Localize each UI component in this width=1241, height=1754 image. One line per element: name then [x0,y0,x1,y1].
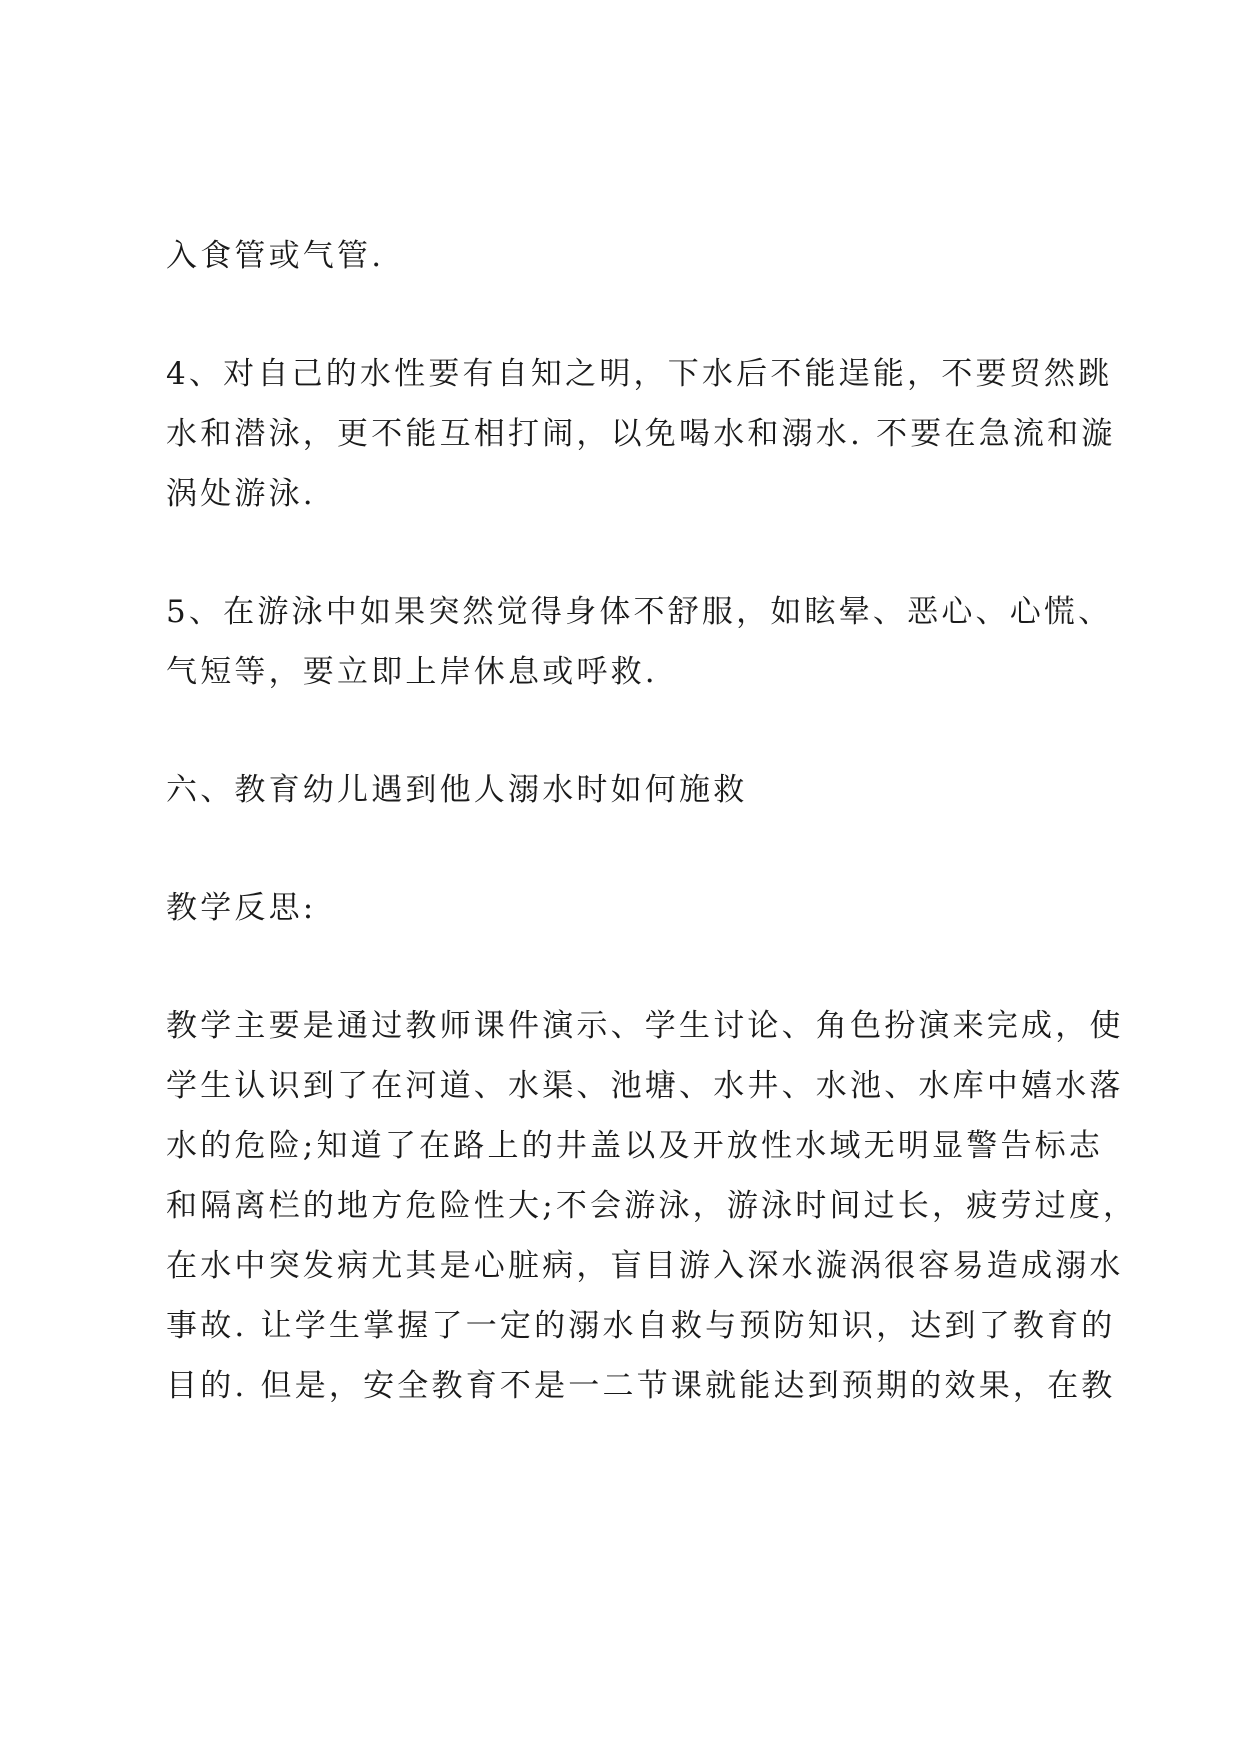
document-body [166,226,1138,1474]
text-line: 在水中突发病尤其是心脏病，盲目游入深水漩涡很容易造成溺水 [166,1248,1124,1284]
section-heading-six [166,760,1096,820]
text-line: 4、对自己的水性要有自知之明，下水后不能逞能，不要贸然跳 [166,356,1113,392]
text-line: 六、教育幼儿遇到他人溺水时如何施救 [166,772,748,808]
text-line: 目的. 但是，安全教育不是一二节课就能达到预期的效果，在教 [166,1368,1116,1404]
text-line: 和隔离栏的地方危险性大;不会游泳，游泳时间过长，疲劳过度， [166,1188,1138,1224]
text-line: 入食管或气管. [166,238,385,274]
paragraph-item-5 [166,582,1113,702]
text-line: 水的危险;知道了在路上的井盖以及开放性水域无明显警告标志 [166,1128,1104,1164]
text-line: 水和潜泳，更不能互相打闹，以免喝水和溺水. 不要在急流和漩 [166,416,1116,452]
text-line: 学生认识到了在河道、水渠、池塘、水井、水池、水库中嬉水落 [166,1068,1124,1104]
text-line: 5、在游泳中如果突然觉得身体不舒服，如眩晕、恶心、心慌、 [166,594,1113,630]
reflection-heading [166,878,1096,938]
text-line: 事故. 让学生掌握了一定的溺水自救与预防知识，达到了教育的 [166,1308,1116,1344]
paragraph-continuation [166,226,1096,286]
text-line: 气短等，要立即上岸休息或呼救. [166,654,658,690]
text-line: 教学反思: [166,890,317,926]
reflection-body [166,996,1138,1416]
paragraph-item-4 [166,344,1116,524]
text-line: 涡处游泳. [166,476,316,512]
text-line: 教学主要是通过教师课件演示、学生讨论、角色扮演来完成，使 [166,1008,1124,1044]
